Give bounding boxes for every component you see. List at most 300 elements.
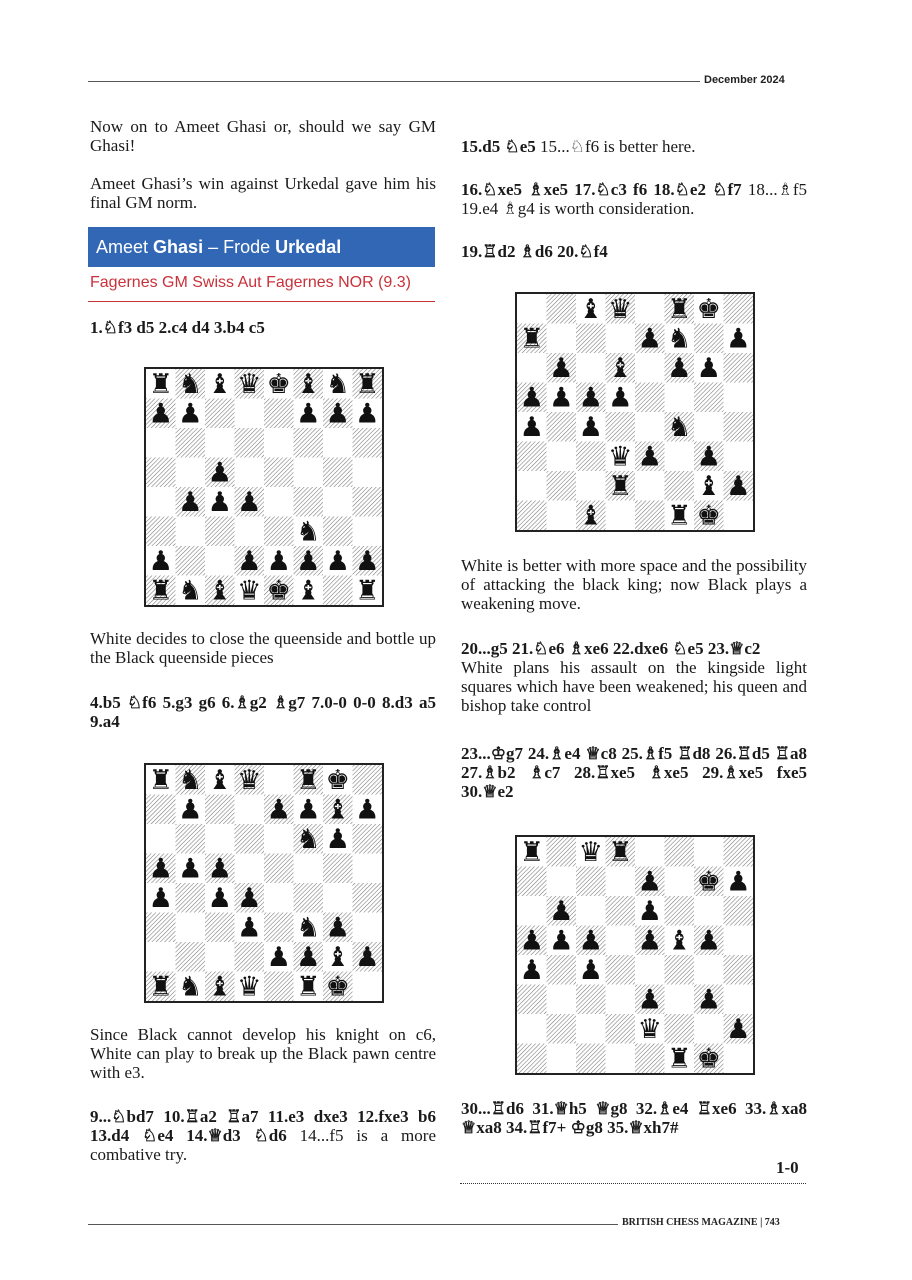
black-queen-icon: ♛ [578,837,603,869]
square-e4 [635,955,665,985]
square-g3 [323,517,353,547]
white-pawn-icon: ♟ [178,487,203,519]
moves-5-comment: 18...♗f5 19.e4 ♗g4 is worth consideration. [461,180,807,218]
square-e4 [264,487,294,517]
black-king-icon: ♚ [266,369,291,401]
chess-diagram-2 [144,763,384,1003]
moves-9 [461,1099,807,1137]
name-separator: – [208,237,219,257]
black-pawn-icon: ♟ [726,323,751,355]
d1-board-svg [146,369,382,605]
square-c2 [576,471,606,501]
game-title-bar [88,227,435,267]
black-queen-icon: ♛ [237,765,262,797]
square-g6 [694,896,724,926]
square-f5 [665,383,695,413]
square-e6 [635,353,665,383]
square-e3 [264,517,294,547]
square-b4 [176,883,206,913]
square-d3 [606,985,636,1015]
white-bishop-icon: ♝ [207,971,232,1001]
black-pawn-icon: ♟ [696,925,721,957]
square-b8 [547,294,577,324]
white-last-name: Ghasi [153,237,204,257]
black-pawn-icon: ♟ [178,398,203,430]
white-pawn-icon: ♟ [296,942,321,974]
square-d6 [606,896,636,926]
black-king-icon: ♚ [696,866,721,898]
square-d7 [606,867,636,897]
square-f6 [294,428,324,458]
white-pawn-icon: ♟ [178,853,203,885]
white-bishop-icon: ♝ [296,575,321,605]
square-g4 [323,487,353,517]
square-a3 [146,517,176,547]
moves-7 [461,639,807,715]
chess-diagram-3 [515,292,755,532]
square-c3 [205,517,235,547]
square-h5 [353,458,383,488]
square-h3 [353,517,383,547]
square-f2 [665,1014,695,1044]
white-queen-icon: ♛ [237,971,262,1001]
white-rook-icon: ♜ [667,500,692,530]
white-pawn-icon: ♟ [148,546,173,578]
square-f4 [665,955,695,985]
white-pawn-icon: ♟ [549,925,574,957]
square-a6 [517,896,547,926]
black-king-icon: ♚ [325,765,350,797]
moves-3-comment: 14...f5 is a more combative try. [90,1126,436,1164]
comment-4-text: White plans his assault on the kingside light squares which have been weakened; his queen and bishop take control [461,658,807,715]
moves-5-text: 16.♘xe5 ♗xe5 17.♘c3 f6 18.♘e2 ♘f7 [461,180,742,199]
black-pawn-icon: ♟ [355,398,380,430]
square-e5 [635,383,665,413]
comment-2-text: Since Black cannot develop his knight on c6, White can play to break up the Black pawn centre with e3. [90,1025,436,1082]
square-e7 [264,399,294,429]
square-e5 [264,458,294,488]
moves-8 [461,744,807,801]
white-rook-icon: ♜ [148,575,173,605]
game-result: 1-0 [776,1158,799,1177]
white-queen-icon: ♛ [637,1014,662,1046]
square-c7 [576,867,606,897]
black-pawn-icon: ♟ [237,883,262,915]
black-bishop-icon: ♝ [325,794,350,826]
white-first-name: Ameet [96,237,149,257]
square-g5 [323,854,353,884]
square-g2 [694,1014,724,1044]
d2-board-svg [146,765,382,1001]
square-h5 [353,854,383,884]
square-h8 [724,294,754,324]
black-bishop-icon: ♝ [207,369,232,401]
black-pawn-icon: ♟ [325,824,350,856]
white-pawn-icon: ♟ [237,912,262,944]
white-pawn-icon: ♟ [637,896,662,928]
square-a2 [517,1014,547,1044]
black-pawn-icon: ♟ [237,487,262,519]
square-g7 [694,324,724,354]
black-rook-icon: ♜ [355,369,380,401]
black-pawn-icon: ♟ [578,925,603,957]
white-pawn-icon: ♟ [237,546,262,578]
square-h8 [724,837,754,867]
square-b3 [547,442,577,472]
square-d5 [235,854,265,884]
black-pawn-icon: ♟ [148,853,173,885]
square-a2 [517,471,547,501]
black-rook-icon: ♜ [148,765,173,797]
square-h4 [724,955,754,985]
intro-paragraph-1: Now on to Ameet Ghasi or, should we say GM Ghasi! [90,117,436,155]
square-e8 [264,765,294,795]
white-rook-icon: ♜ [667,1043,692,1073]
square-e4 [264,883,294,913]
square-d6 [235,428,265,458]
square-h1 [724,501,754,531]
white-pawn-icon: ♟ [519,412,544,444]
square-f5 [294,458,324,488]
moves-8-text: 23...♔g7 24.♗e4 ♕c8 25.♗f5 ♖d8 26.♖d5 ♖a8 27.♗b2 ♗c7 28.♖xe5 ♗xe5 29.♗xe5 fxe5 30.♕e2 [461,744,807,801]
square-a6 [146,428,176,458]
black-pawn-icon: ♟ [637,866,662,898]
black-pawn-icon: ♟ [207,853,232,885]
moves-6: 19.♖d2 ♗d6 20.♘f4 [461,242,608,261]
square-e1 [264,972,294,1002]
white-pawn-icon: ♟ [637,441,662,473]
black-pawn-icon: ♟ [726,866,751,898]
square-e1 [635,501,665,531]
square-h4 [724,412,754,442]
square-b2 [547,471,577,501]
square-e5 [264,854,294,884]
square-h4 [353,883,383,913]
square-c3 [205,913,235,943]
square-a5 [146,458,176,488]
black-pawn-icon: ♟ [325,398,350,430]
event-rule [88,301,435,302]
square-f4 [294,487,324,517]
white-pawn-icon: ♟ [207,883,232,915]
white-rook-icon: ♜ [296,971,321,1001]
black-queen-icon: ♛ [608,294,633,326]
square-e3 [264,913,294,943]
moves-4-comment: 15...♘f6 is better here. [535,137,696,156]
black-bishop-icon: ♝ [578,294,603,326]
square-g5 [323,458,353,488]
moves-5 [461,180,807,218]
square-c6 [576,896,606,926]
black-rook-icon: ♜ [608,837,633,869]
black-pawn-icon: ♟ [637,925,662,957]
square-d4 [606,955,636,985]
square-e8 [635,294,665,324]
black-queen-icon: ♛ [237,369,262,401]
footer-text: BRITISH CHESS MAGAZINE | 743 [622,1217,780,1228]
square-b3 [547,985,577,1015]
square-e6 [264,428,294,458]
square-c2 [576,1014,606,1044]
square-d1 [606,1044,636,1074]
black-king-icon: ♚ [696,294,721,326]
white-pawn-icon: ♟ [266,942,291,974]
square-g5 [694,383,724,413]
black-knight-icon: ♞ [178,369,203,401]
square-b6 [176,824,206,854]
black-rook-icon: ♜ [667,294,692,326]
square-c7 [205,399,235,429]
white-queen-icon: ♛ [608,441,633,473]
square-d1 [606,501,636,531]
square-h1 [353,972,383,1002]
square-h5 [724,926,754,956]
white-pawn-icon: ♟ [207,487,232,519]
black-pawn-icon: ♟ [549,896,574,928]
square-a1 [517,1044,547,1074]
result-dotted-rule [460,1183,806,1184]
square-f6 [665,896,695,926]
black-rook-icon: ♜ [148,369,173,401]
square-e1 [635,1044,665,1074]
square-a6 [146,824,176,854]
square-d5 [606,926,636,956]
white-pawn-icon: ♟ [549,382,574,414]
white-bishop-icon: ♝ [667,925,692,957]
square-b1 [547,501,577,531]
black-bishop-icon: ♝ [608,353,633,385]
square-a8 [517,294,547,324]
white-bishop-icon: ♝ [696,471,721,503]
square-e2 [635,471,665,501]
moves-2-text: 4.b5 ♘f6 5.g3 g6 6.♗g2 ♗g7 7.0-0 0-0 8.d3 a5 9.a4 [90,693,436,731]
white-pawn-icon: ♟ [355,942,380,974]
white-pawn-icon: ♟ [696,441,721,473]
black-pawn-icon: ♟ [296,398,321,430]
black-rook-icon: ♜ [519,323,544,355]
square-d7 [235,795,265,825]
square-g4 [694,955,724,985]
white-pawn-icon: ♟ [325,546,350,578]
square-d3 [235,517,265,547]
square-c2 [205,546,235,576]
white-rook-icon: ♜ [148,971,173,1001]
left-column [90,117,436,212]
square-e4 [635,412,665,442]
black-knight-icon: ♞ [667,323,692,355]
square-b3 [176,913,206,943]
black-pawn-icon: ♟ [207,457,232,489]
comment-1-text: White decides to close the queenside and bottle up the Black queenside pieces [90,629,436,667]
black-pawn-icon: ♟ [178,794,203,826]
square-b4 [547,955,577,985]
header-date: December 2024 [704,74,785,86]
square-h5 [724,383,754,413]
black-bishop-icon: ♝ [296,369,321,401]
square-c7 [576,324,606,354]
square-a3 [146,913,176,943]
footer-rule [88,1224,618,1225]
comment-3 [461,556,807,613]
header-rule [88,81,700,82]
comment-1 [90,629,436,667]
square-h8 [353,765,383,795]
black-pawn-icon: ♟ [549,353,574,385]
white-king-icon: ♚ [266,575,291,605]
square-b8 [547,837,577,867]
square-h1 [724,1044,754,1074]
black-pawn-icon: ♟ [296,794,321,826]
square-e8 [635,837,665,867]
square-f8 [665,837,695,867]
white-pawn-icon: ♟ [296,546,321,578]
event-line: Fagernes GM Swiss Aut Fagernes NOR (9.3) [90,274,411,291]
white-queen-icon: ♛ [237,575,262,605]
white-knight-icon: ♞ [178,971,203,1001]
chess-diagram-4 [515,835,755,1075]
black-last-name: Urkedal [275,237,342,257]
square-d7 [606,324,636,354]
white-pawn-icon: ♟ [578,955,603,987]
d3-board-svg [517,294,753,530]
square-d2 [235,942,265,972]
black-pawn-icon: ♟ [637,323,662,355]
white-king-icon: ♚ [696,1043,721,1073]
black-pawn-icon: ♟ [667,353,692,385]
square-h4 [353,487,383,517]
square-a7 [146,795,176,825]
square-h3 [724,985,754,1015]
white-pawn-icon: ♟ [608,382,633,414]
square-b2 [547,1014,577,1044]
square-a3 [517,985,547,1015]
square-f4 [294,883,324,913]
white-pawn-icon: ♟ [726,1014,751,1046]
white-rook-icon: ♜ [608,471,633,503]
square-a7 [517,867,547,897]
black-pawn-icon: ♟ [148,398,173,430]
white-knight-icon: ♞ [178,575,203,605]
square-a1 [517,501,547,531]
moves-3 [90,1107,436,1164]
square-h3 [724,442,754,472]
moves-4 [461,137,807,156]
white-pawn-icon: ♟ [726,471,751,503]
white-knight-icon: ♞ [667,412,692,444]
square-g1 [323,576,353,606]
moves-7-text: 20...g5 21.♘e6 ♗xe6 22.dxe6 ♘e5 23.♕c2 [461,639,761,658]
square-h6 [724,353,754,383]
square-d5 [235,458,265,488]
square-c3 [576,985,606,1015]
black-knight-icon: ♞ [325,369,350,401]
square-b4 [547,412,577,442]
square-h6 [353,428,383,458]
square-h3 [353,913,383,943]
square-f3 [665,985,695,1015]
square-d7 [235,399,265,429]
black-pawn-icon: ♟ [519,382,544,414]
black-bishop-icon: ♝ [207,765,232,797]
square-b5 [176,458,206,488]
square-b2 [176,942,206,972]
white-king-icon: ♚ [325,971,350,1001]
black-pawn-icon: ♟ [696,353,721,385]
black-first-name: Frode [223,237,271,257]
square-a6 [517,353,547,383]
white-king-icon: ♚ [696,500,721,530]
square-g4 [323,883,353,913]
square-a3 [517,442,547,472]
square-c6 [205,428,235,458]
white-pawn-icon: ♟ [519,955,544,987]
comment-2 [90,1025,436,1082]
moves-9-text: 30...♖d6 31.♕h5 ♕g8 32.♗e4 ♖xe6 33.♗xa8 ♕xa8 34.♖f7+ ♔g8 35.♕xh7# [461,1099,807,1137]
white-bishop-icon: ♝ [207,575,232,605]
square-b1 [547,1044,577,1074]
white-bishop-icon: ♝ [578,500,603,530]
square-f2 [665,471,695,501]
intro-paragraph-2: Ameet Ghasi’s win against Urkedal gave him his final GM norm. [90,174,436,212]
square-c1 [576,1044,606,1074]
square-c7 [205,795,235,825]
moves-3-text: 9...♘bd7 10.♖a2 ♖a7 11.e3 dxe3 12.fxe3 b6 13.d4 ♘e4 14.♕d3 ♘d6 [90,1107,436,1145]
white-pawn-icon: ♟ [696,984,721,1016]
black-knight-icon: ♞ [296,824,321,856]
black-knight-icon: ♞ [178,765,203,797]
black-rook-icon: ♜ [519,837,544,869]
square-f3 [665,442,695,472]
moves-4-text: 15.d5 ♘e5 [461,137,536,156]
square-g8 [694,837,724,867]
white-pawn-icon: ♟ [325,912,350,944]
white-pawn-icon: ♟ [637,984,662,1016]
square-c3 [576,442,606,472]
square-g4 [694,412,724,442]
moves-1: 1.♘f3 d5 2.c4 d4 3.b4 c5 [90,318,265,337]
square-e6 [264,824,294,854]
square-b7 [547,867,577,897]
square-c6 [576,353,606,383]
d4-board-svg [517,837,753,1073]
square-b7 [547,324,577,354]
white-pawn-icon: ♟ [148,883,173,915]
square-c2 [205,942,235,972]
chess-diagram-1 [144,367,384,607]
square-a4 [146,487,176,517]
white-pawn-icon: ♟ [266,546,291,578]
square-d6 [235,824,265,854]
white-pawn-icon: ♟ [355,546,380,578]
square-b2 [176,546,206,576]
square-c6 [205,824,235,854]
square-h6 [353,824,383,854]
white-bishop-icon: ♝ [325,942,350,974]
white-knight-icon: ♞ [296,912,321,944]
square-h6 [724,896,754,926]
square-f5 [294,854,324,884]
square-b6 [176,428,206,458]
square-f7 [665,867,695,897]
square-d2 [606,1014,636,1044]
moves-2 [90,693,436,731]
square-a2 [146,942,176,972]
black-rook-icon: ♜ [296,765,321,797]
square-g6 [323,428,353,458]
black-pawn-icon: ♟ [266,794,291,826]
white-pawn-icon: ♟ [578,412,603,444]
black-pawn-icon: ♟ [519,925,544,957]
